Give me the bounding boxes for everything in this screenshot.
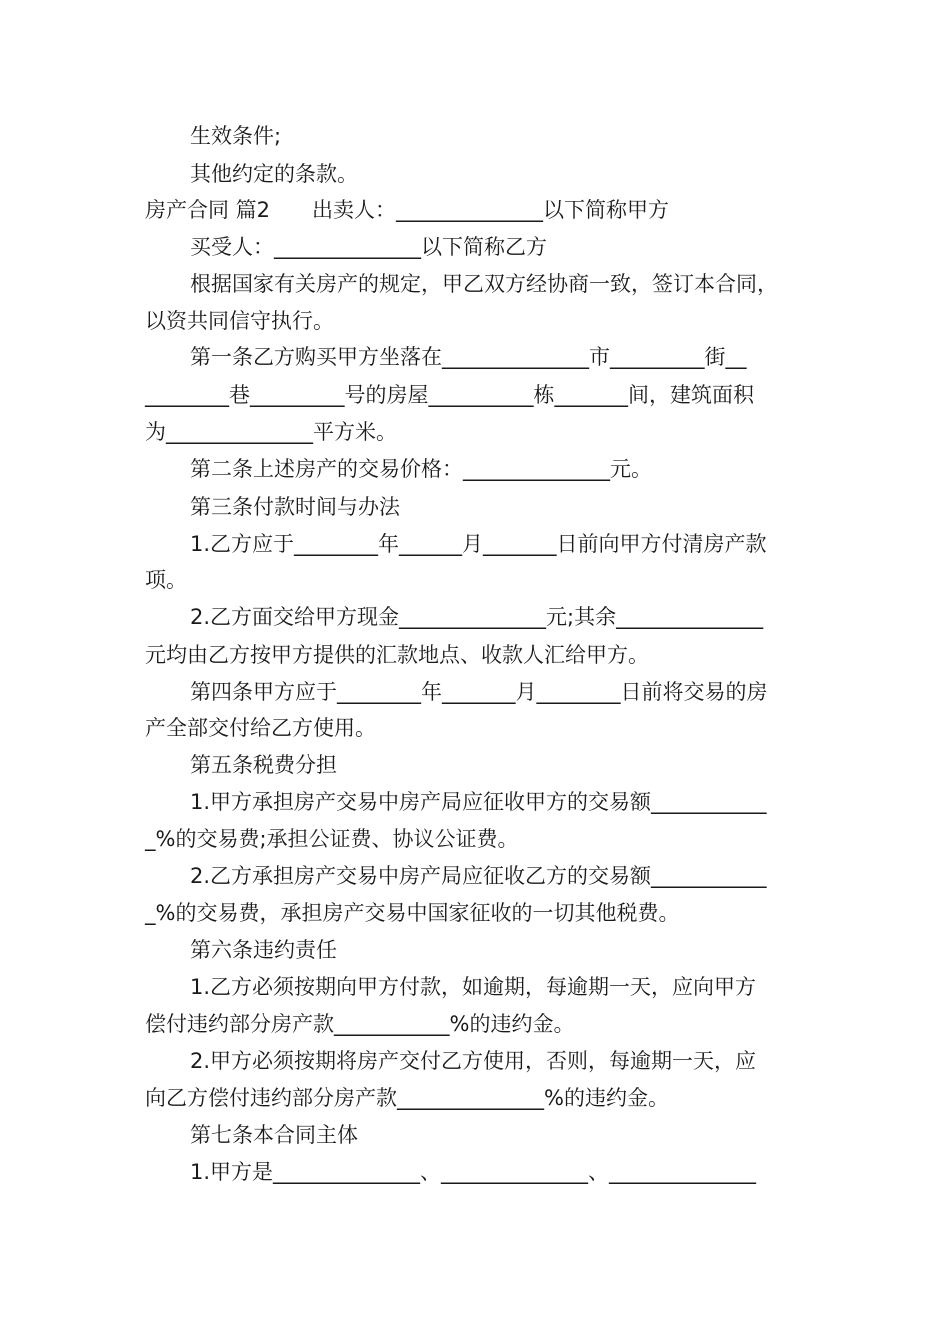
text-line: 向乙方偿付违约部分房产款______________%的违约金。 <box>145 1086 669 1110</box>
text-line: 买受人：______________以下简称乙方 <box>190 235 547 259</box>
text-line: 第六条违约责任 <box>190 938 337 962</box>
text-line: 元均由乙方按甲方提供的汇款地点、收款人汇给甲方。 <box>145 643 649 667</box>
text-line: 房产合同 篇2 出卖人：______________以下简称甲方 <box>145 198 670 222</box>
text-line: 第二条上述房产的交易价格：______________元。 <box>190 457 652 481</box>
text-line: _%的交易费，承担房产交易中国家征收的一切其他税费。 <box>145 901 680 925</box>
text-line: 第五条税费分担 <box>190 753 337 777</box>
text-line: 第一条乙方购买甲方坐落在______________市_________街__ <box>190 345 747 369</box>
text-line: 偿付违约部分房产款___________%的违约金。 <box>145 1012 575 1036</box>
text-line: 2.乙方面交给甲方现金______________元;其余______________ <box>190 605 764 629</box>
text-line: 生效条件; <box>190 124 282 148</box>
text-line: 其他约定的条款。 <box>190 162 358 186</box>
text-line: 根据国家有关房产的规定，甲乙双方经协商一致，签订本合同， <box>190 272 778 296</box>
text-line: 第三条付款时间与办法 <box>190 495 400 519</box>
text-line: 以资共同信守执行。 <box>145 309 334 333</box>
text-line: 第七条本合同主体 <box>190 1123 358 1147</box>
text-line: 为______________平方米。 <box>145 420 397 444</box>
text-line: 项。 <box>145 568 187 592</box>
text-line: 第四条甲方应于________年_______月________日前将交易的房 <box>190 680 768 704</box>
text-line: 1.甲方承担房产交易中房产局应征收甲方的交易额___________ <box>190 790 767 814</box>
text-line: ________巷_________号的房屋__________栋_______间，建筑面积 <box>145 383 754 407</box>
text-line: 1.乙方应于________年______月_______日前向甲方付清房产款 <box>190 532 767 556</box>
text-line: 产全部交付给乙方使用。 <box>145 716 376 740</box>
text-line: 2.甲方必须按期将房产交付乙方使用，否则，每逾期一天，应 <box>190 1049 757 1073</box>
text-line: 2.乙方承担房产交易中房产局应征收乙方的交易额___________ <box>190 864 767 888</box>
text-line: _%的交易费;承担公证费、协议公证费。 <box>145 827 519 851</box>
text-line: 1.乙方必须按期向甲方付款，如逾期，每逾期一天，应向甲方 <box>190 975 757 999</box>
text-line: 1.甲方是______________、______________、______________ <box>190 1160 757 1184</box>
